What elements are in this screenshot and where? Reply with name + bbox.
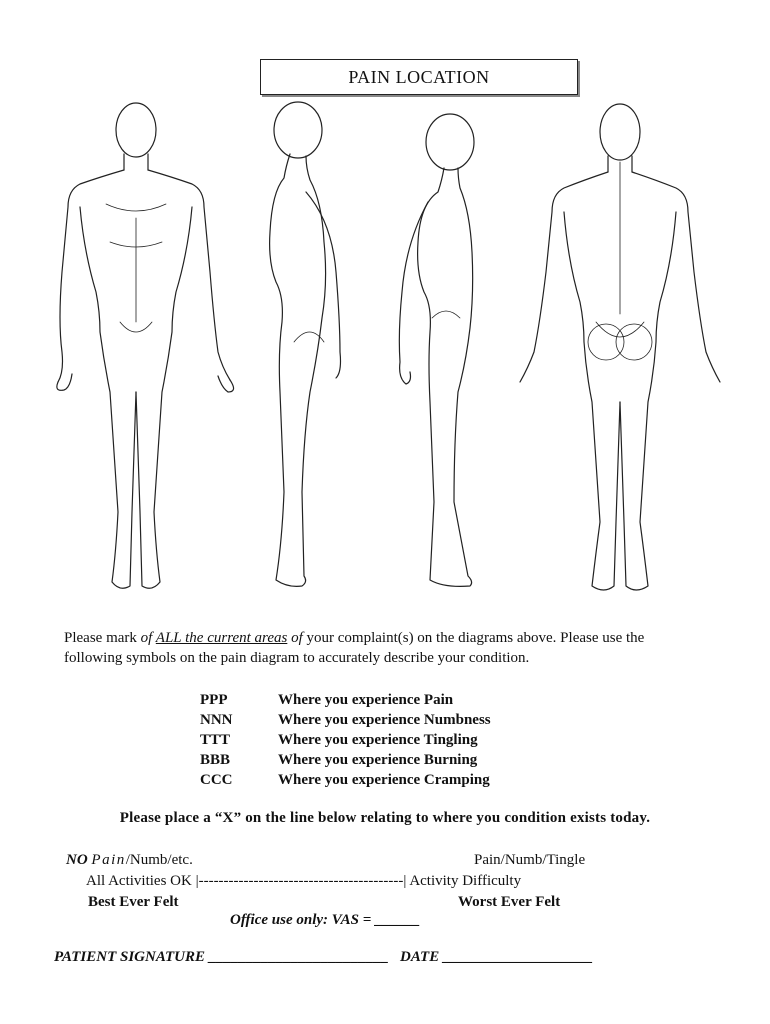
vas-line[interactable]: |-----------------------------------------| [195,873,407,889]
scale-left-label [66,850,193,870]
symbol-desc: Where you experience Pain [278,692,454,708]
symbol-code: BBB [200,752,231,768]
body-diagrams[interactable] [40,92,740,612]
symbol-row [200,730,491,750]
patient-signature-field[interactable]: PATIENT SIGNATURE ________________________ [54,949,389,965]
instructions-of-2: of [287,630,303,646]
page-title: PAIN LOCATION [348,66,490,87]
symbol-code: NNN [200,712,233,728]
scale-best: Best Ever Felt [88,894,179,910]
signature-row [54,949,593,966]
symbol-row [200,690,491,710]
scale-line-right: Activity Difficulty [406,873,522,889]
instructions-emphasis: ALL the current areas [155,630,288,646]
instructions-of: of [140,630,156,646]
scale-left-rest: /Numb/etc. [125,852,193,868]
symbol-row [200,750,491,770]
front-view-figure[interactable] [57,103,234,588]
back-view-figure[interactable] [520,104,720,590]
symbol-code: TTT [200,732,231,748]
page-title-box [260,59,578,95]
office-use-vas[interactable]: Office use only: VAS = ______ [230,912,421,928]
scale-line-left: All Activities OK [86,873,196,889]
scale-no: NO [66,852,88,868]
instructions-text [64,628,704,668]
symbol-row [200,770,491,790]
scale-worst: Worst Ever Felt [458,894,561,910]
symbol-desc: Where you experience Numbness [278,712,491,728]
left-side-view-figure[interactable] [399,114,474,586]
instructions-rest: your complaint(s) on the diagrams above. Please use the following symbols on the pain diagram to accurately describe your condition. [64,630,645,666]
scale-pain: Pain [91,852,126,868]
date-field[interactable]: DATE ____________________ [400,949,593,965]
symbol-desc: Where you experience Cramping [278,772,490,788]
vas-scale [86,871,521,891]
symbol-code: PPP [200,692,228,708]
symbol-desc: Where you experience Burning [278,752,478,768]
right-side-view-figure[interactable] [270,102,341,586]
instructions-lead: Please mark [64,630,141,646]
symbol-row [200,710,491,730]
scale-right-label: Pain/Numb/Tingle [474,852,586,868]
symbol-code: CCC [200,772,233,788]
scale-prompt: Please place a “X” on the line below relating to where you condition exists today. [119,810,651,826]
symbol-desc: Where you experience Tingling [278,732,478,748]
symbol-legend [200,690,491,790]
